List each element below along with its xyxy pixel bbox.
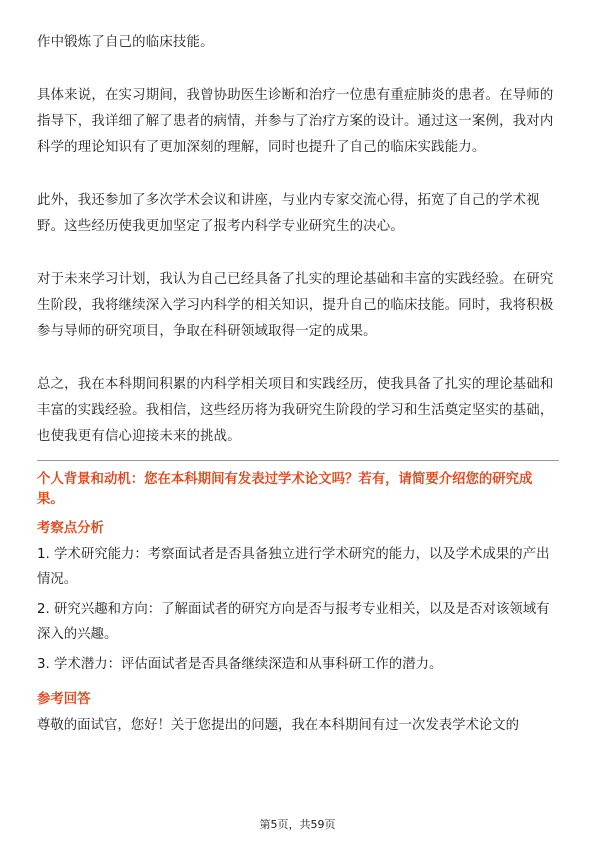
analysis-heading: 考察点分析 — [37, 521, 104, 536]
analysis-point: 1. 学术研究能力：考察面试者是否具备独立进行学术研究的能力，以及学术成果的产出情况。 — [37, 547, 550, 587]
section-divider — [37, 460, 559, 461]
body-paragraph: 总之，我在本科期间积累的内科学相关项目和实践经历，使我具备了扎实的理论基础和丰富的实践经验。我相信，这些经历将为我研究生阶段的学习和生活奠定坚实的基础，也使我更有信心迎接未来的挑战。 — [37, 377, 554, 444]
analysis-point: 3. 学术潜力：评估面试者是否具备继续深造和从事科研工作的潜力。 — [37, 657, 443, 672]
interview-question: 个人背景和动机：您在本科期间有发表过学术论文吗？若有，请简要介绍您的研究成果。 — [37, 472, 533, 507]
body-paragraph: 此外，我还参加了多次学术会议和讲座，与业内专家交流心得，拓宽了自己的学术视野。这些经历使我更加坚定了报考内科学专业研究生的决心。 — [37, 193, 540, 234]
document-page — [37, 30, 559, 738]
answer-heading: 参考回答 — [37, 692, 91, 707]
body-paragraph: 对于未来学习计划，我认为自己已经具备了扎实的理论基础和丰富的实践经验。在研究生阶段，我将继续深入学习内科学的相关知识，提升自己的临床技能。同时，我将积极参与导师的研究项目，争取在科研领域取得一定的成果。 — [37, 272, 554, 339]
body-paragraph: 作中锻炼了自己的临床技能。 — [37, 35, 214, 50]
page-footer: 第5页，共59页 — [259, 818, 336, 831]
answer-text: 尊敬的面试官，您好！关于您提出的问题，我在本科期间有过一次发表学术论文的 — [37, 718, 520, 733]
analysis-point: 2. 研究兴趣和方向：了解面试者的研究方向是否与报考专业相关，以及是否对该领域有深入的兴趣。 — [37, 602, 550, 642]
body-paragraph: 具体来说，在实习期间，我曾协助医生诊断和治疗一位患有重症肺炎的患者。在导师的指导下，我详细了解了患者的病情，并参与了治疗方案的设计。通过这一案例，我对内科学的理论知识有了更加深刻的理解，同时也提升了自己的临床实践能力。 — [37, 88, 554, 155]
